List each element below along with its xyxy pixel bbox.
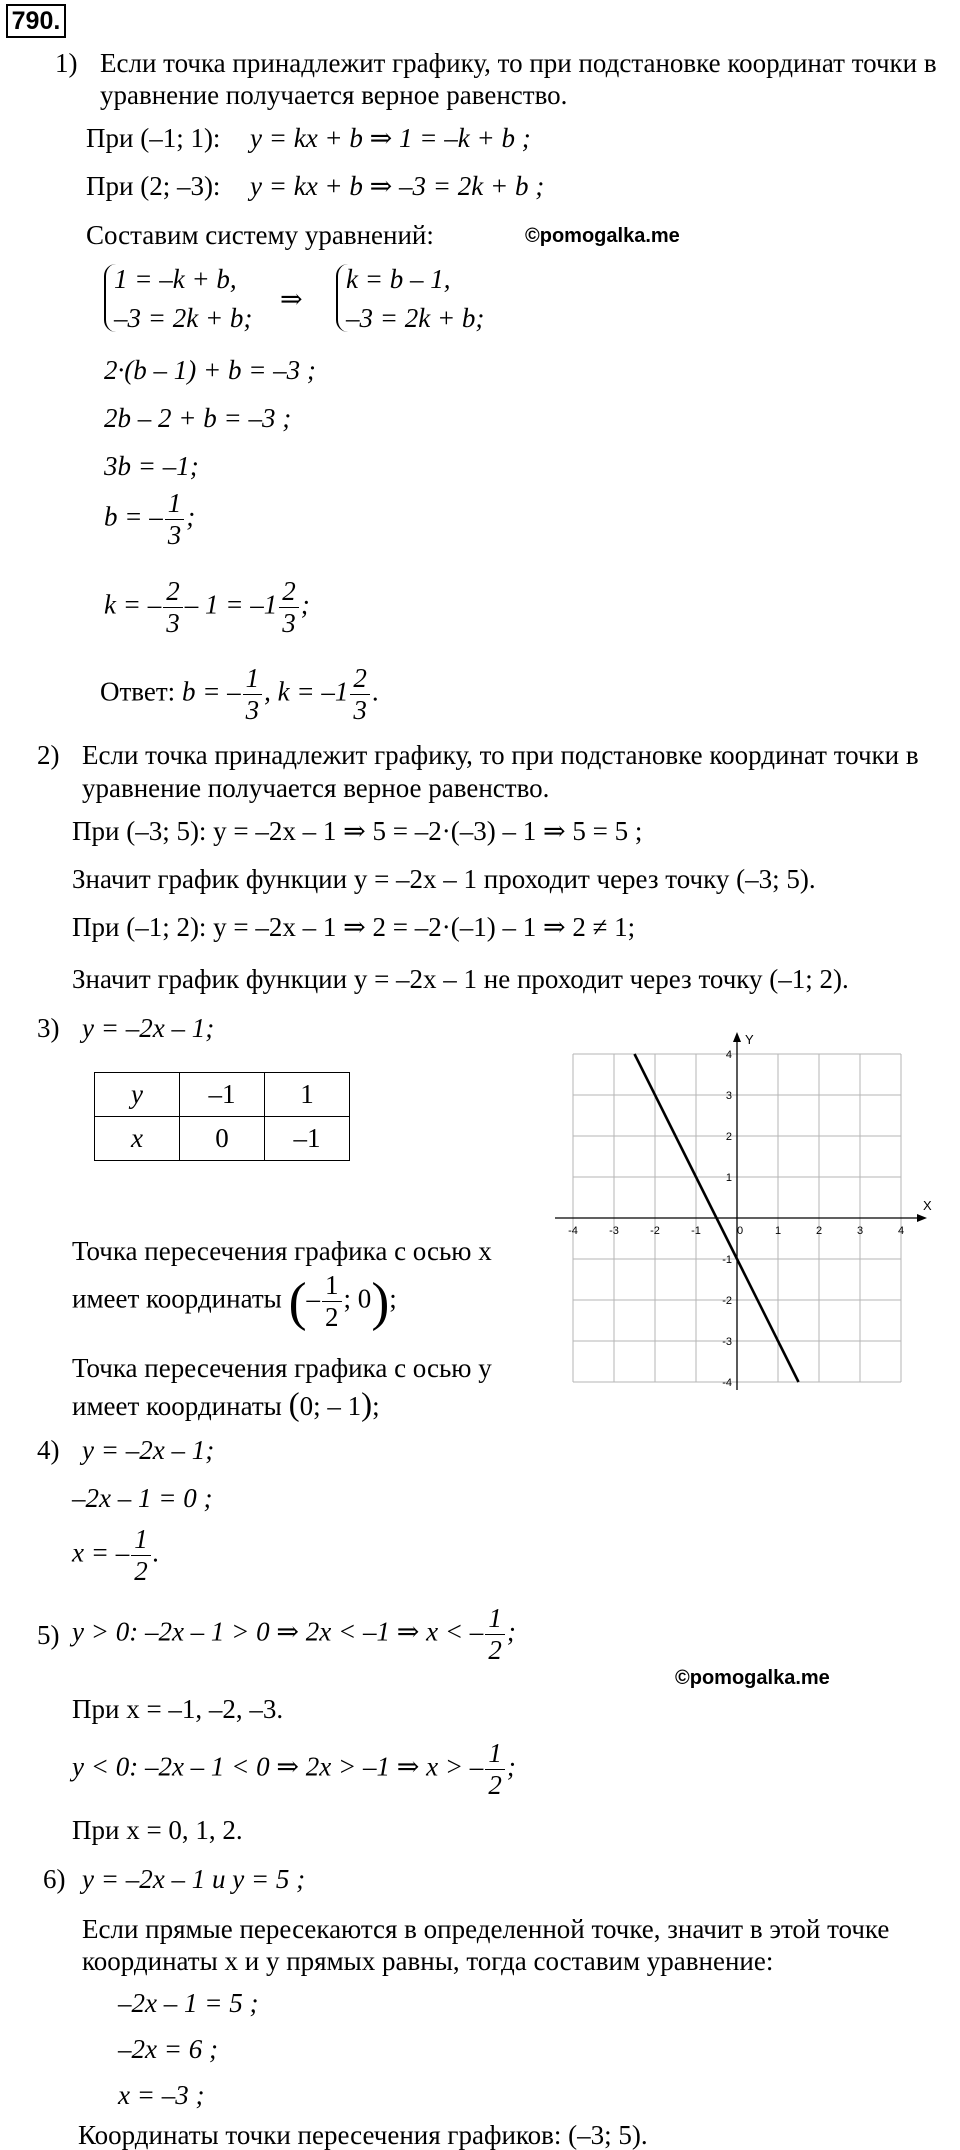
fraction: $\frac{1}{2}$ — [485, 1740, 505, 1799]
step3: 3b = –1; — [104, 451, 199, 481]
part1-answer: Ответ: b = – $\frac{1}{3}$ , k = –1 $\frac{2}{3}$ . — [100, 663, 379, 725]
part1-point2-label: При (2; –3): — [86, 171, 221, 201]
part4-line1: y = –2x – 1; — [82, 1435, 215, 1465]
step1: 2·(b – 1) + b = –3 ; — [104, 355, 316, 385]
x-tick-label: 3 — [856, 1225, 864, 1237]
part6-line2: Если прямые пересекаются в определенной точке, значит в этой точке — [82, 1914, 890, 1944]
table-cell: x — [95, 1117, 180, 1161]
part3-number: 3) — [37, 1013, 60, 1043]
system-implies: ⇒ — [280, 284, 303, 314]
x-tick-label: 2 — [815, 1225, 823, 1237]
x-tick-label: -2 — [650, 1225, 660, 1237]
system2-eq2: –3 = 2k + b; — [346, 303, 485, 333]
x-tick-label: 0 — [736, 1225, 744, 1237]
function-graph — [555, 1032, 932, 1395]
step2: 2b – 2 + b = –3 ; — [104, 403, 292, 433]
part3-formula: y = –2x – 1; — [82, 1013, 215, 1043]
y-axis-arrow — [733, 1032, 741, 1042]
table-cell: 0 — [180, 1117, 265, 1161]
part4-line3: x = – $\frac{1}{2}$ . — [72, 1524, 160, 1586]
part5-number: 5) — [37, 1620, 60, 1650]
fraction: $\frac{2}{3}$ — [163, 578, 183, 637]
part6-line6: x = –3 ; — [118, 2080, 205, 2110]
y-tick-label: -2 — [722, 1295, 732, 1307]
x-axis-arrow — [917, 1214, 927, 1222]
table-cell: –1 — [180, 1073, 265, 1117]
part1-point1-formula: y = kx + b ⇒ 1 = –k + b ; — [250, 123, 531, 153]
part5-line2: При x = –1, –2, –3. — [72, 1694, 284, 1724]
table-cell: 1 — [265, 1073, 350, 1117]
x-tick-label: 4 — [897, 1225, 905, 1237]
part5-line4: При x = 0, 1, 2. — [72, 1815, 243, 1845]
system1-eq1: 1 = –k + b, — [114, 264, 237, 294]
part4-number: 4) — [37, 1435, 60, 1465]
problem-number: 790. — [6, 4, 66, 38]
part6-number: 6) — [43, 1864, 66, 1894]
fraction: $\frac{1}{2}$ — [131, 1526, 151, 1585]
part6-line7: Координаты точки пересечения графиков: (–3; 5). — [78, 2120, 648, 2150]
b-lhs: b = – — [104, 501, 163, 532]
fraction: $\frac{1}{3}$ — [165, 490, 185, 549]
part1-intro-line1: Если точка принадлежит графику, то при подстановке координат точки в — [100, 48, 937, 78]
part6-line1: y = –2x – 1 и y = 5 ; — [82, 1864, 306, 1894]
x-tick-label: -3 — [609, 1225, 619, 1237]
part4-line2: –2x – 1 = 0 ; — [72, 1483, 213, 1513]
x-tick-label: -4 — [568, 1225, 578, 1237]
table-row — [95, 1117, 350, 1161]
x-intercept-line2: имеет координаты (– $\frac{1}{2}$ ; 0); — [72, 1270, 397, 1332]
part1-intro-line2: уравнение получается верное равенство. — [100, 80, 568, 110]
system1-eq2: –3 = 2k + b; — [114, 303, 253, 333]
part1-system-label: Составим систему уравнений: — [86, 220, 434, 250]
part2-intro-line2: уравнение получается верное равенство. — [82, 773, 550, 803]
part2-line1: При (–3; 5): y = –2x – 1 ⇒ 5 = –2·(–3) – 1 ⇒ 5 = 5 ; — [72, 816, 643, 846]
part2-line4: Значит график функции y = –2x – 1 не проходит через точку (–1; 2). — [72, 964, 849, 994]
system2-eq1: k = b – 1, — [346, 264, 451, 294]
x-tick-label: -1 — [691, 1225, 701, 1237]
part2-line2: Значит график функции y = –2x – 1 проходит через точку (–3; 5). — [72, 864, 816, 894]
fraction: $\frac{1}{2}$ — [322, 1272, 342, 1331]
part1-point1-label: При (–1; 1): — [86, 123, 221, 153]
part5-line3: y < 0: –2x – 1 < 0 ⇒ 2x > –1 ⇒ x > – $\frac{1}{2}$ ; — [72, 1738, 516, 1800]
y-intercept-line1: Точка пересечения графика с осью y — [72, 1353, 492, 1383]
y-tick-label: -1 — [722, 1254, 732, 1266]
y-tick-label: -3 — [722, 1336, 732, 1348]
part6-line3: координаты x и y прямых равны, тогда составим уравнение: — [82, 1946, 774, 1976]
b-result: b = – $\frac{1}{3}$ ; — [104, 488, 196, 550]
y-tick-label: 3 — [725, 1090, 732, 1102]
table-cell: –1 — [265, 1117, 350, 1161]
values-table — [94, 1072, 350, 1161]
fraction: $\frac{1}{3}$ — [243, 665, 263, 724]
part6-line4: –2x – 1 = 5 ; — [118, 1988, 259, 2018]
part2-number: 2) — [37, 740, 60, 770]
part5-line1: y > 0: –2x – 1 > 0 ⇒ 2x < –1 ⇒ x < – $\frac{1}{2}$ ; — [72, 1603, 516, 1665]
fraction: $\frac{2}{3}$ — [279, 578, 299, 637]
y-tick-label: 1 — [725, 1172, 732, 1184]
y-tick-label: -4 — [722, 1377, 732, 1389]
part2-intro-line1: Если точка принадлежит графику, то при подстановке координат точки в — [82, 740, 919, 770]
watermark: ©pomogalka.me — [675, 1667, 830, 1689]
k-result: k = – $\frac{2}{3}$ – 1 = –1 $\frac{2}{3}$ ; — [104, 576, 310, 638]
part1-point2-formula: y = kx + b ⇒ –3 = 2k + b ; — [250, 171, 545, 201]
part6-line5: –2x = 6 ; — [118, 2034, 218, 2064]
y-tick-label: 4 — [725, 1049, 732, 1061]
x-tick-label: 1 — [774, 1225, 782, 1237]
table-row — [95, 1073, 350, 1117]
x-intercept-line1: Точка пересечения графика с осью x — [72, 1236, 492, 1266]
table-cell: y — [95, 1073, 180, 1117]
fraction: $\frac{1}{2}$ — [485, 1605, 505, 1664]
watermark: ©pomogalka.me — [525, 225, 680, 247]
y-axis-label: Y — [745, 1032, 754, 1047]
y-intercept-line2: имеет координаты (0; – 1); — [72, 1387, 380, 1423]
x-axis-label: X — [923, 1198, 932, 1213]
part1-number: 1) — [55, 48, 78, 78]
part2-line3: При (–1; 2): y = –2x – 1 ⇒ 2 = –2·(–1) – 1 ⇒ 2 ≠ 1; — [72, 912, 636, 942]
fraction: $\frac{2}{3}$ — [350, 665, 370, 724]
y-tick-label: 2 — [725, 1131, 732, 1143]
